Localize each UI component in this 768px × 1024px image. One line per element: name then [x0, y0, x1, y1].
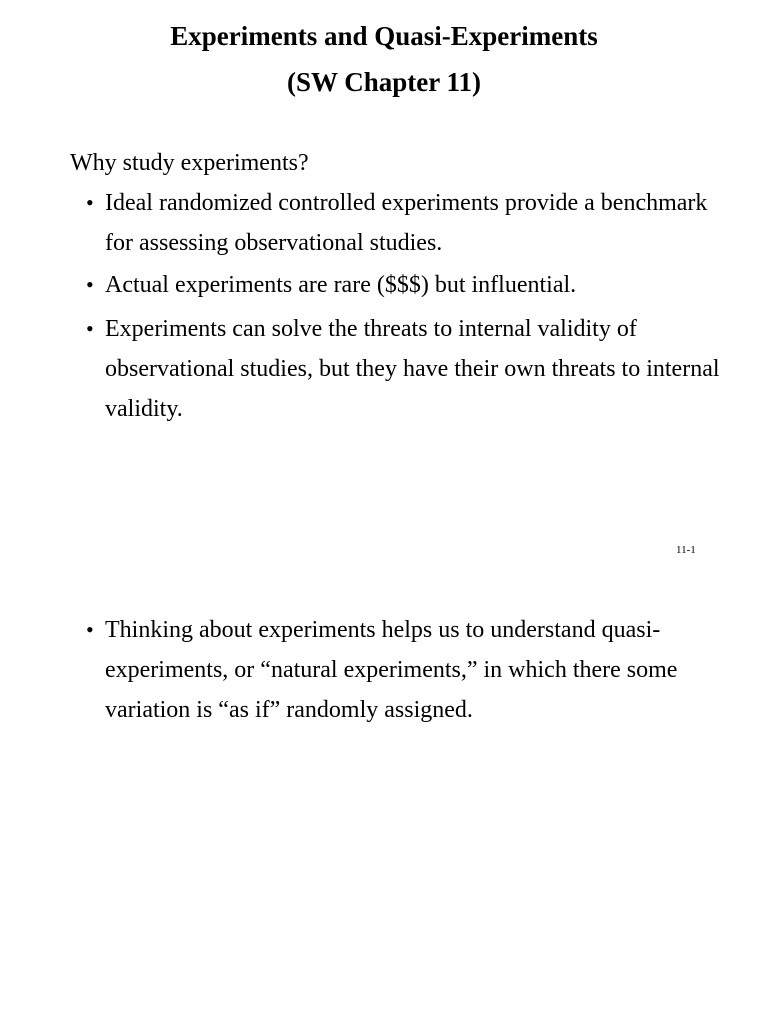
- slide-title-line2: (SW Chapter 11): [286, 67, 482, 97]
- slide-title-line1: Experiments and Quasi-Experiments: [170, 21, 598, 51]
- intro-question: Why study experiments?: [70, 150, 309, 176]
- bullet-icon: •: [86, 272, 94, 297]
- bullet-text: Thinking about experiments helps us to understand quasi-experiments, or “natural experiments,” in which there some variation is “as if” randomly assigned.: [105, 617, 678, 723]
- bullet-text: Ideal randomized controlled experiments provide a benchmark for assessing observational studies.: [105, 190, 708, 256]
- bullet-icon: •: [86, 316, 94, 341]
- bullet-text: Actual experiments are rare ($$$) but influential.: [105, 272, 577, 298]
- bullet-icon: •: [86, 617, 94, 642]
- bullet-text: Experiments can solve the threats to internal validity of observational studies, but they have their own threats to internal validity.: [105, 316, 720, 422]
- page-number: 11-1: [676, 544, 696, 556]
- bullet-icon: •: [86, 190, 94, 215]
